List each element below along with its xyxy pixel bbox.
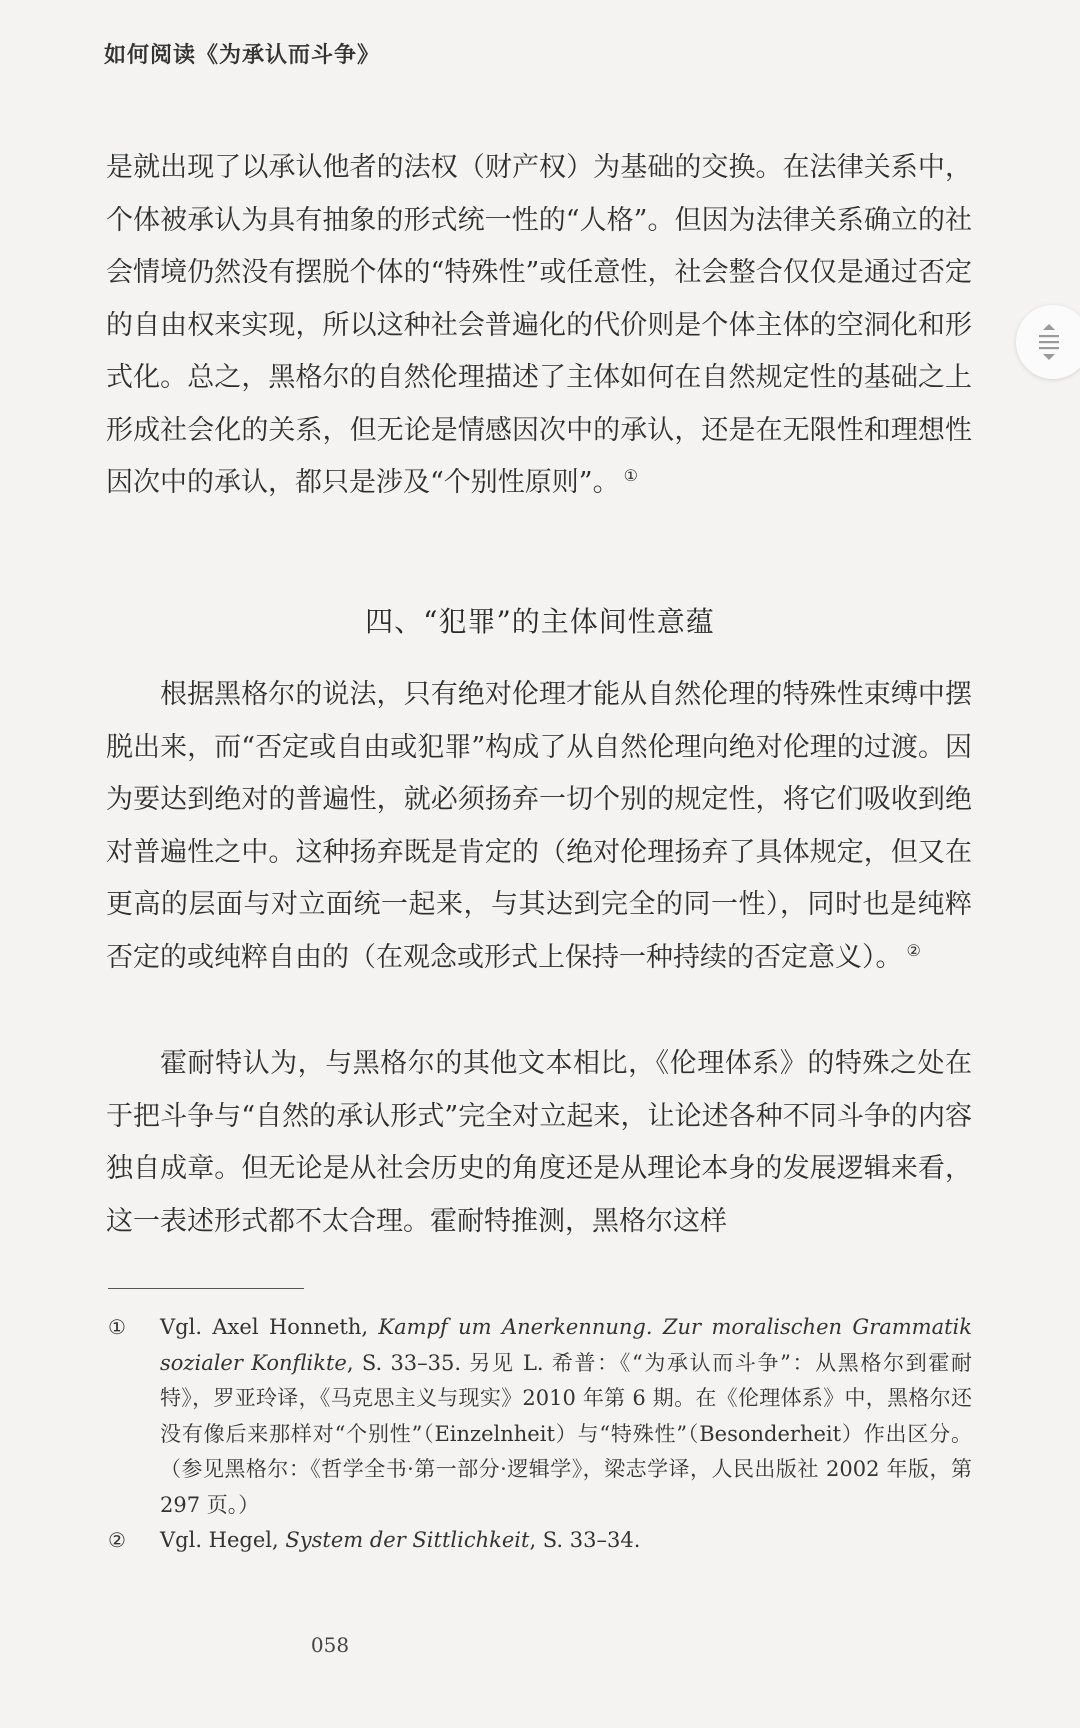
footnote-text-2 — [160, 1523, 972, 1559]
paragraph-3-text: 霍耐特认为，与黑格尔的其他文本相比，《伦理体系》的特殊之处在于把斗争与“自然的承认形式”完全对立起来，让论述各种不同斗争的内容独自成章。但无论是从社会历史的角度还是从理论本身的发展逻辑来看，这一表述形式都不太合理。霍耐特推测，黑格尔这样 — [106, 1048, 972, 1237]
running-head: 如何阅读《为承认而斗争》 — [104, 42, 381, 68]
section-heading: 四、“犯罪”的主体间性意蕴 — [365, 605, 715, 638]
scroll-handle-icon — [1034, 322, 1064, 362]
paragraph-2 — [106, 669, 972, 984]
footnote-1-title: Kampf um Anerkennung. Zur moralischen Grammatik sozialer Konflikte — [160, 1315, 972, 1375]
paragraph-1-text: 是就出现了以承认他者的法权（财产权）为基础的交换。在法律关系中，个体被承认为具有抽象的形式统一性的“人格”。但因为法律关系确立的社会情境仍然没有摆脱个体的“特殊性”或任意性，社会整合仅仅是通过否定的自由权来实现，所以这种社会普遍化的代价则是个体主体的空洞化和形式化。总之，黑格尔的自然伦理描述了主体如何在自然规定性的基础之上形成社会化的关系，但无论是情感因次中的承认，还是在无限性和理想性因次中的承认，都只是涉及“个别性原则”。 — [106, 152, 972, 498]
paragraph-2-text: 根据黑格尔的说法，只有绝对伦理才能从自然伦理的特殊性束缚中摆脱出来，而“否定或自由或犯罪”构成了从自然伦理向绝对伦理的过渡。因为要达到绝对的普遍性，就必须扬弃一切个别的规定性，将它们吸收到绝对普遍性之中。这种扬弃既是肯定的（绝对伦理扬弃了具体规定，但又在更高的层面与对立面统一起来，与其达到完全的同一性），同时也是纯粹否定的或纯粹自由的（在观念或形式上保持一种持续的否定意义）。 — [106, 679, 972, 973]
footnote-mark-2: ② — [108, 1528, 126, 1552]
footnote-2 — [108, 1523, 972, 1559]
footnote-ref-1[interactable]: ① — [623, 466, 638, 485]
footnote-1-lead: Vgl. Axel Honneth, — [160, 1315, 379, 1339]
footnote-ref-2[interactable]: ② — [906, 940, 921, 960]
page-number: 058 — [310, 1633, 350, 1657]
footnote-1-rest: , S. 33–35. 另见 L. 希普：《“为承认而斗争”：从黑格尔到霍耐特》，罗亚玲译，《马克思主义与现实》2010 年第 6 期。在《伦理体系》中，黑格尔还没有像后来那样对“个别性”（Einzelnheit）与“特殊性”（Besonderheit）作出区分。（参见黑格尔：《哲学全书·第一部分·逻辑学》，梁志学译，人民出版社 2002 年版，第 297 页。） — [160, 1350, 972, 1517]
footnote-2-rest: , S. 33–34. — [529, 1528, 641, 1552]
footnote-2-title: System der Sittlichkeit — [285, 1528, 530, 1552]
footnote-2-lead: Vgl. Hegel, — [160, 1528, 286, 1552]
footnotes — [108, 1310, 972, 1559]
footnote-divider — [108, 1288, 304, 1289]
paragraph-1 — [106, 142, 972, 510]
footnote-1 — [108, 1310, 972, 1523]
scroll-handle[interactable] — [1016, 305, 1080, 379]
footnote-mark-1: ① — [108, 1315, 126, 1339]
footnote-text-1 — [160, 1310, 972, 1523]
paragraph-3 — [106, 1038, 972, 1248]
